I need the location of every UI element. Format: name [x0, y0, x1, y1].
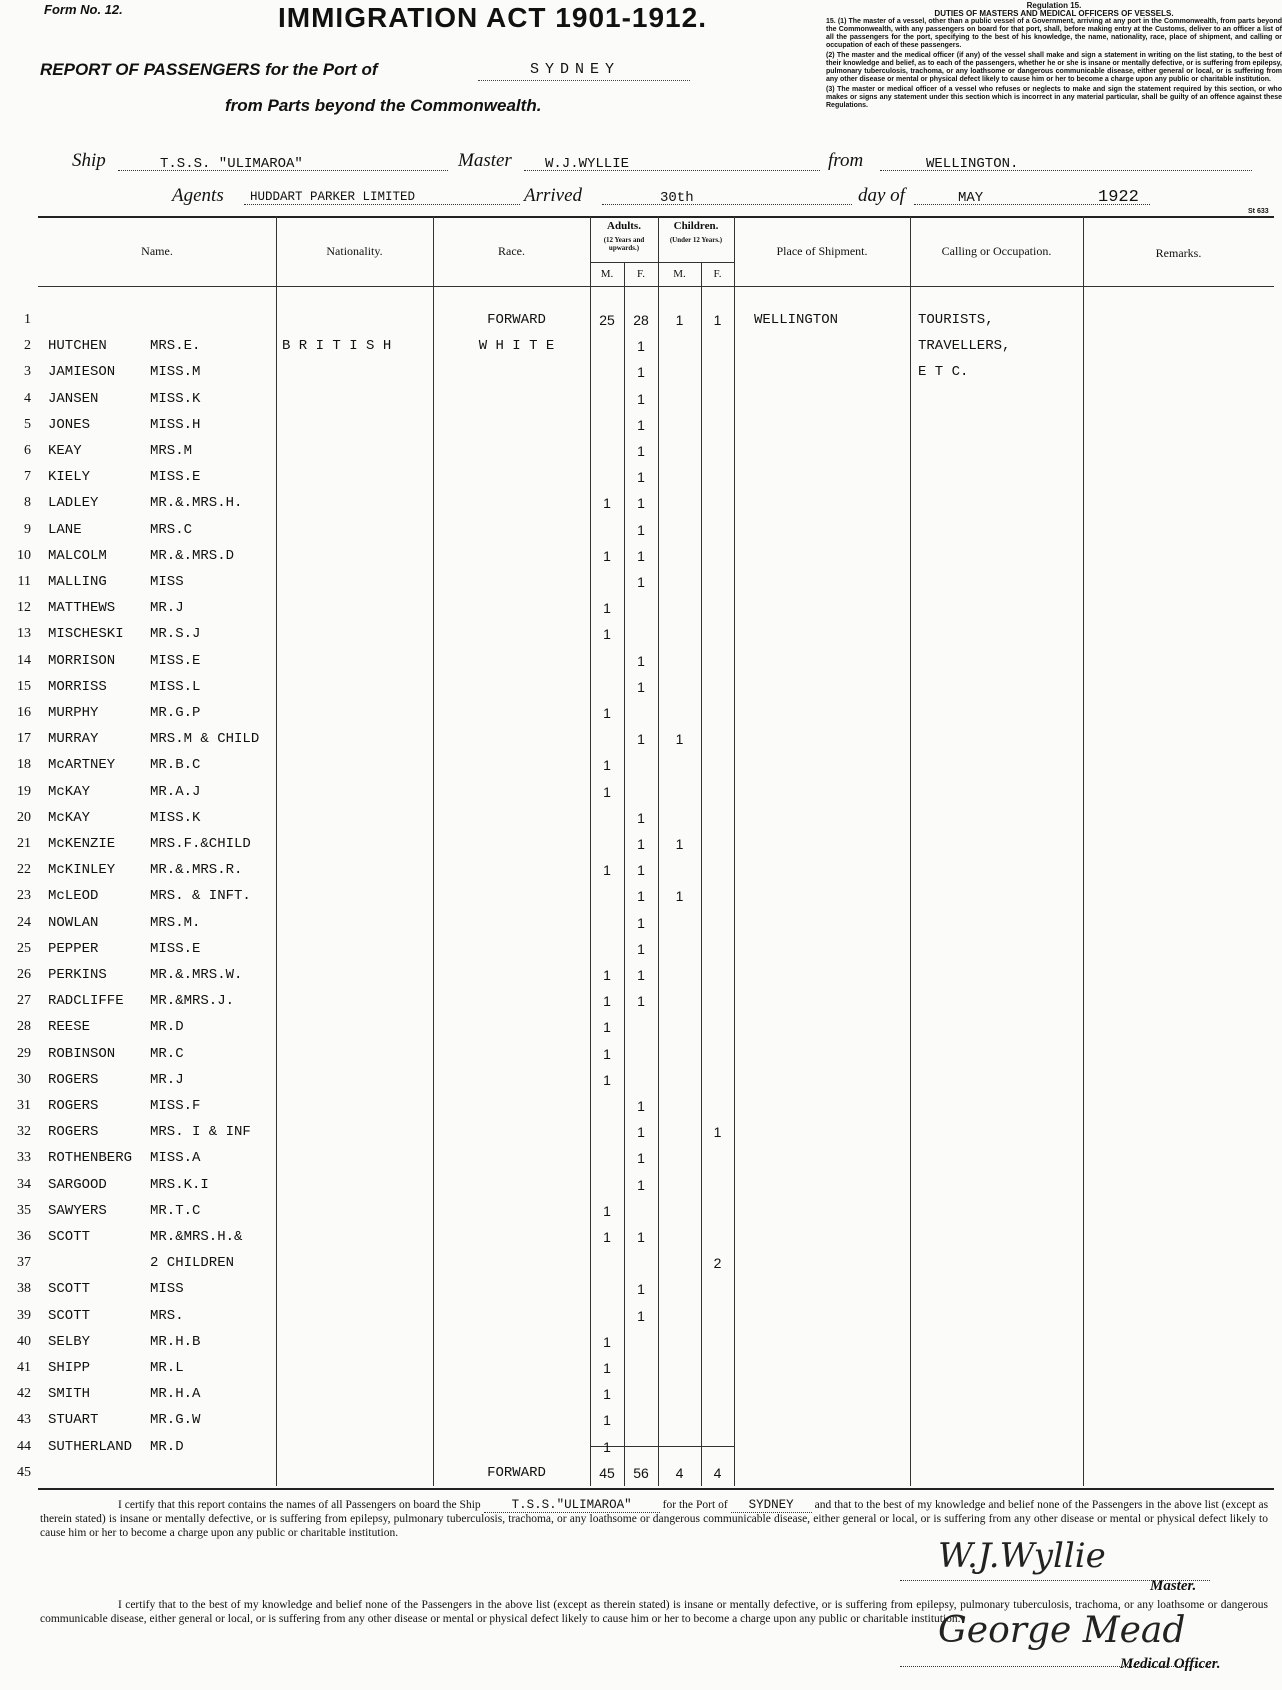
passenger-surname: SUTHERLAND — [48, 1438, 133, 1455]
row-number: 39 — [17, 1307, 31, 1323]
passenger-surname: McKENZIE — [48, 836, 116, 852]
adult-male-count: 1 — [603, 862, 611, 879]
adult-male-count: 45 — [599, 1464, 615, 1481]
agents-dotted-line — [244, 204, 520, 205]
agents-value: HUDDART PARKER LIMITED — [250, 190, 416, 204]
table-row — [24, 387, 1274, 413]
adult-female-count: 1 — [637, 967, 645, 983]
report-heading: REPORT OF PASSENGERS for the Port of — [40, 60, 378, 79]
adult-male-count: 1 — [603, 783, 611, 800]
passenger-given-name: MRS.E. — [150, 338, 201, 355]
child-female-count: 1 — [713, 312, 722, 328]
table-row — [17, 1277, 1274, 1303]
passenger-surname: JONES — [48, 416, 91, 433]
passenger-surname: SMITH — [48, 1386, 91, 1403]
medical-certification: I certify that to the best of my knowledge and belief none of the Passengers in the above list (except as therein stated) is insane or mentally defective, or is suffering from epilepsy, pulmonary tuberculosis, trachoma, or any loathsome or dangerous communicable disease, either general or local, or is suffering from any other disease or mental or physical defect likely to cause him or her to become a charge upon any public or charitable institution. — [40, 1599, 1268, 1625]
passenger-given-name: MR.&MRS.H.& — [150, 1229, 243, 1245]
table-row — [17, 937, 1274, 963]
ship-label: Ship — [72, 150, 106, 171]
table-row — [17, 544, 1274, 570]
adult-female-count: 1 — [637, 809, 645, 826]
passenger-surname: ROGERS — [48, 1124, 99, 1141]
passenger-surname: MURRAY — [48, 731, 99, 748]
child-female-count: 4 — [713, 1464, 722, 1481]
table-row — [17, 1146, 1274, 1172]
table-row — [17, 989, 1274, 1015]
table-row — [17, 1330, 1274, 1356]
passenger-surname: MURPHY — [48, 705, 99, 721]
place-of-shipment: WELLINGTON — [754, 312, 839, 328]
adult-female-count: 1 — [637, 914, 645, 931]
row-number: 17 — [17, 731, 31, 747]
calling-occupation: TRAVELLERS, — [918, 338, 1011, 355]
table-row — [17, 832, 1274, 858]
passenger-surname: STUART — [48, 1412, 99, 1429]
passenger-given-name: MR.J — [150, 600, 184, 617]
adult-female-count: 1 — [637, 390, 645, 407]
row-number: 41 — [17, 1360, 31, 1375]
adult-male-count: 25 — [599, 312, 615, 328]
passenger-given-name: MRS.C — [150, 521, 193, 538]
passenger-given-name: MRS. I & INF — [150, 1124, 251, 1141]
adult-female-count: 1 — [637, 1176, 645, 1193]
adult-female-count: 1 — [637, 547, 645, 564]
child-male-count: 1 — [675, 731, 684, 748]
port-value: SYDNEY — [530, 61, 621, 78]
row-number: 21 — [17, 836, 31, 851]
passenger-surname: SCOTT — [48, 1281, 91, 1298]
row-number: 24 — [17, 914, 31, 930]
table-row — [17, 780, 1274, 806]
table-row — [17, 884, 1274, 910]
mf-header-rule — [590, 262, 734, 263]
adult-male-count: 1 — [603, 626, 611, 643]
row-number: 2 — [24, 338, 31, 354]
adult-male-count: 1 — [603, 1202, 611, 1219]
row-number: 15 — [17, 678, 31, 694]
table-row — [17, 1042, 1274, 1068]
col-header-adults-m: M. — [600, 268, 614, 280]
arrived-value: 30th — [660, 190, 694, 206]
passenger-given-name: MR.&.MRS.W. — [150, 967, 243, 983]
row-number: 37 — [17, 1255, 31, 1271]
child-male-count: 1 — [675, 312, 684, 328]
row-number: 7 — [24, 469, 31, 485]
row-number: 9 — [24, 521, 31, 537]
passenger-surname: MALLING — [48, 574, 107, 590]
passenger-given-name: MISS.E — [150, 652, 201, 669]
table-row — [17, 1225, 1274, 1251]
row-number: 45 — [17, 1464, 31, 1480]
passenger-surname: HUTCHEN — [48, 338, 107, 355]
passenger-given-name: MR.B.C — [150, 757, 201, 774]
passenger-surname: ROBINSON — [48, 1045, 116, 1062]
table-row — [17, 1382, 1274, 1408]
row-number: 44 — [17, 1438, 31, 1454]
row-number: 3 — [24, 364, 31, 380]
row-number: 19 — [17, 783, 31, 799]
agents-label: Agents — [172, 185, 224, 206]
col-header-adults: Adults. — [607, 220, 641, 232]
passenger-given-name: MISS.E — [150, 940, 201, 957]
passenger-given-name: MISS.K — [150, 809, 201, 826]
passenger-surname: REESE — [48, 1019, 91, 1036]
adult-female-count: 1 — [637, 888, 645, 905]
adult-female-count: 1 — [637, 1281, 645, 1298]
child-male-count: 1 — [675, 888, 684, 905]
table-row — [24, 439, 1274, 465]
regulation-box — [826, 2, 1282, 152]
row-number: 12 — [17, 600, 31, 616]
col-header-name: Name. — [141, 244, 173, 258]
table-row — [17, 963, 1274, 989]
col-header-remarks: Remarks. — [1155, 246, 1202, 260]
master-label: Master. — [1150, 1578, 1197, 1594]
table-row — [17, 1120, 1274, 1146]
passenger-surname: ROGERS — [48, 1071, 99, 1088]
table-row — [24, 413, 1274, 439]
passenger-surname: KEAY — [48, 443, 82, 459]
adult-female-count: 1 — [637, 1307, 645, 1324]
adult-male-count: 1 — [603, 547, 611, 564]
row-number: 1 — [24, 312, 31, 327]
row-number: 28 — [17, 1019, 31, 1035]
passenger-surname: JANSEN — [48, 390, 99, 407]
row-number: 36 — [17, 1229, 31, 1244]
adult-female-count: 1 — [637, 1229, 645, 1245]
row-number: 43 — [17, 1412, 31, 1428]
table-row — [24, 518, 1274, 544]
medical-signature: George Mead — [938, 1610, 1186, 1651]
table-row — [17, 858, 1274, 884]
passenger-surname: McLEOD — [48, 888, 99, 905]
row-number: 16 — [17, 705, 31, 720]
month-value: MAY — [958, 190, 984, 206]
row-number: 23 — [17, 888, 31, 904]
passenger-surname: NOWLAN — [48, 914, 99, 931]
row-number: 6 — [24, 443, 31, 458]
adult-female-count: 1 — [637, 836, 645, 852]
col-header-nationality: Nationality. — [326, 244, 383, 258]
passenger-given-name: MRS.M & CHILD — [150, 731, 260, 748]
table-row — [17, 596, 1274, 622]
passenger-given-name: MR.&MRS.J. — [150, 993, 235, 1010]
adult-female-count: 1 — [637, 940, 645, 957]
passenger-race: W H I T E — [478, 338, 555, 355]
col-header-adults-sub: (12 Years and upwards.) — [603, 236, 645, 252]
adult-male-count: 1 — [603, 1333, 611, 1350]
passenger-surname: MISCHESKI — [48, 626, 124, 643]
medical-officer-label: Medical Officer. — [1120, 1656, 1221, 1672]
passenger-race: FORWARD — [487, 312, 546, 328]
table-row — [17, 1199, 1274, 1225]
adult-female-count: 1 — [637, 1098, 645, 1114]
passenger-given-name: MISS.K — [150, 390, 201, 407]
adult-male-count: 1 — [603, 495, 611, 512]
adult-male-count: 1 — [603, 993, 611, 1010]
passenger-surname: LANE — [48, 521, 82, 538]
form-code: St 633 — [1248, 208, 1269, 215]
adult-female-count: 1 — [637, 862, 645, 879]
adult-female-count: 1 — [637, 495, 645, 512]
document-title: IMMIGRATION ACT 1901-1912. — [278, 2, 707, 33]
passenger-given-name: MR.A.J — [150, 783, 201, 800]
passenger-surname: MORRISS — [48, 678, 107, 695]
arrived-dotted-line — [602, 204, 852, 205]
adult-male-count: 1 — [603, 757, 611, 774]
port-dotted-line — [478, 80, 690, 81]
header-bottom-rule — [38, 286, 1274, 287]
passenger-surname: McKINLEY — [48, 862, 116, 879]
passenger-given-name: MR.L — [150, 1360, 184, 1376]
table-row — [17, 911, 1274, 937]
table-row — [17, 675, 1274, 701]
regulation-para-3: (3) The master or medical officer of a vessel who refuses or neglects to make and sign the statement required by this section, or who makes or signs any statement under this section which is incorrect in any material particular, shall be guilty of an offence against these Regulations. — [826, 86, 1282, 109]
passenger-given-name: MISS.E — [150, 469, 201, 486]
master-cert-ship: T.S.S."ULIMAROA" — [484, 1498, 660, 1513]
col-header-adults-f: F. — [637, 268, 645, 280]
table-row — [24, 491, 1274, 517]
adult-female-count: 1 — [637, 574, 645, 590]
passenger-surname: MORRISON — [48, 652, 116, 669]
row-number: 4 — [24, 390, 31, 406]
col-header-race: Race. — [498, 244, 525, 258]
row-number: 42 — [17, 1386, 31, 1402]
col-header-calling: Calling or Occupation. — [941, 244, 1052, 258]
from-value: WELLINGTON. — [926, 156, 1019, 172]
adult-male-count: 1 — [603, 1229, 611, 1245]
passenger-given-name: MR.J — [150, 1071, 184, 1088]
adult-female-count: 1 — [637, 993, 645, 1010]
passenger-given-name: MR.G.W — [150, 1412, 201, 1429]
master-cert-text-a: I certify that this report contains the names of all Passengers on board the Ship — [118, 1499, 481, 1511]
passenger-given-name: MISS.M — [150, 364, 201, 381]
passenger-surname: LADLEY — [48, 495, 99, 512]
passenger-given-name: MRS. & INFT. — [150, 888, 251, 905]
passenger-given-name: MR.G.P — [150, 705, 201, 721]
passenger-surname: McKAY — [48, 783, 91, 800]
passenger-given-name: MR.&.MRS.H. — [150, 495, 243, 512]
table-row — [17, 622, 1274, 648]
passenger-given-name: MR.H.B — [150, 1333, 201, 1350]
passenger-given-name: MRS. — [150, 1307, 184, 1324]
child-female-count: 2 — [713, 1255, 722, 1272]
passenger-given-name: MRS.M. — [150, 914, 201, 931]
master-signature: W.J.Wyllie — [938, 1536, 1106, 1576]
table-row — [17, 806, 1274, 832]
passenger-surname: SARGOOD — [48, 1176, 107, 1193]
row-number: 40 — [17, 1333, 31, 1349]
regulation-heading: Regulation 15. — [1026, 2, 1082, 10]
row-number: 13 — [17, 626, 31, 642]
passenger-surname: SAWYERS — [48, 1202, 107, 1219]
master-cert-text-c: and that to the best of my knowledge and belief none of the Passengers in the above list (except as therein stated) is insane or mentally defective, or is suffering from epilepsy, pulmonary tuberculosis, trachoma, or any loathsome or dangerous communicable disease, either general or local, or is suffering from any other disease or mental or physical defect likely to cause him or her to become a charge upon any public or charitable institution. — [40, 1499, 1269, 1539]
adult-male-count: 1 — [603, 1019, 611, 1036]
table-row — [17, 753, 1274, 779]
row-number: 25 — [17, 940, 31, 956]
col-header-children: Children. — [673, 220, 719, 232]
passenger-surname: SELBY — [48, 1333, 91, 1350]
calling-occupation: E T C. — [918, 364, 969, 381]
passenger-given-name: MR.&.MRS.R. — [150, 862, 243, 879]
passenger-surname: PEPPER — [48, 940, 99, 957]
row-number: 10 — [17, 547, 31, 563]
passenger-given-name: MR.T.C — [150, 1202, 201, 1219]
child-female-count: 1 — [713, 1124, 722, 1141]
adult-female-count: 1 — [637, 678, 645, 695]
table-row — [17, 1094, 1274, 1120]
passenger-given-name: MRS.K.I — [150, 1176, 209, 1193]
row-number: 30 — [17, 1071, 31, 1087]
passenger-given-name: MISS.L — [150, 678, 201, 695]
row-number: 26 — [17, 967, 31, 982]
adult-female-count: 28 — [633, 312, 649, 328]
row-number: 22 — [17, 862, 31, 878]
row-number: 20 — [17, 809, 31, 825]
adult-female-count: 1 — [637, 469, 645, 486]
passenger-given-name: 2 CHILDREN — [150, 1255, 235, 1272]
adult-female-count: 1 — [637, 443, 645, 459]
table-row — [17, 1173, 1274, 1199]
passenger-surname: RADCLIFFE — [48, 993, 124, 1010]
adult-female-count: 1 — [637, 416, 645, 433]
passenger-surname: McARTNEY — [48, 757, 116, 774]
row-number: 33 — [17, 1150, 31, 1166]
table-row — [17, 649, 1274, 675]
adult-female-count: 1 — [637, 521, 645, 538]
adult-male-count: 1 — [603, 1438, 611, 1455]
table-row — [24, 334, 1274, 360]
adult-male-count: 1 — [603, 1386, 611, 1403]
row-number: 34 — [17, 1176, 31, 1192]
master-cert-text-b: for the Port of — [662, 1499, 728, 1511]
passenger-given-name: MR.C — [150, 1045, 184, 1062]
from-parts-heading: from Parts beyond the Commonwealth. — [225, 96, 542, 115]
passenger-given-name: MR.&.MRS.D — [150, 547, 235, 564]
master-certification — [40, 1498, 1268, 1540]
table-row — [17, 701, 1274, 727]
col-header-children-m: M. — [673, 268, 686, 280]
adult-male-count: 1 — [603, 1071, 611, 1088]
table-row — [17, 1068, 1274, 1094]
passenger-surname: SHIPP — [48, 1360, 91, 1376]
passenger-surname: SCOTT — [48, 1307, 91, 1324]
master-label: Master — [458, 150, 512, 171]
passenger-given-name: MRS.F.&CHILD — [150, 836, 251, 852]
table-row — [24, 360, 1274, 386]
passenger-given-name: MR.D — [150, 1019, 184, 1036]
form-number: Form No. 12. — [44, 2, 123, 17]
passenger-surname: KIELY — [48, 469, 91, 486]
passenger-surname: MALCOLM — [48, 547, 107, 564]
regulation-para-2: (2) The master and the medical officer (if any) of the vessel shall make and sign a statement in writing on the list stating, to the best of their knowledge and belief, as to each of the passengers, whether he or she is insane or mentally defective, or is suffering from epilepsy, pulmonary tuberculosis, trachoma, or any loathsome or dangerous communicable disease, either general or local, or is suffering from any other disease or mental or physical defect likely to cause him or her to become a charge upon any public or charitable institution. — [826, 52, 1282, 83]
adult-female-count: 1 — [637, 338, 645, 355]
row-number: 32 — [17, 1124, 31, 1140]
passenger-given-name: MISS — [150, 574, 184, 590]
passenger-given-name: MISS.H — [150, 416, 201, 433]
row-number: 18 — [17, 757, 31, 773]
row-number: 14 — [17, 652, 31, 668]
regulation-para-1: 15. (1) The master of a vessel, other than a public vessel of a Government, arriving at any port in the Commonwealth, from parts beyond the Commonwealth, with any passengers on board for that port, shall, before making entry at the Customs, deliver to an officer a list of all the passengers for the port, specifying to the best of his knowledge, the name, nationality, race, place of shipment, and calling or occupation of each of these passengers. — [826, 18, 1282, 49]
passenger-given-name: MRS.M — [150, 443, 193, 459]
master-value: W.J.WYLLIE — [545, 156, 630, 172]
arrived-label: Arrived — [524, 185, 583, 206]
adult-male-count: 1 — [603, 967, 611, 983]
table-row — [17, 1251, 1274, 1277]
child-male-count: 4 — [675, 1464, 684, 1481]
adult-male-count: 1 — [603, 600, 611, 617]
passenger-surname: PERKINS — [48, 967, 107, 983]
day-of-label: day of — [858, 185, 905, 206]
adult-male-count: 1 — [603, 1360, 611, 1376]
col-header-children-sub: (Under 12 Years.) — [669, 236, 723, 244]
child-male-count: 1 — [675, 836, 684, 852]
col-header-place: Place of Shipment. — [776, 244, 868, 258]
row-number: 38 — [17, 1281, 31, 1297]
adult-female-count: 1 — [637, 364, 645, 381]
passenger-given-name: MR.H.A — [150, 1386, 201, 1403]
adult-female-count: 1 — [637, 731, 645, 748]
passenger-given-name: MR.D — [150, 1438, 184, 1455]
passenger-surname: ROGERS — [48, 1098, 99, 1114]
row-number: 11 — [17, 574, 31, 589]
table-row — [24, 465, 1274, 491]
passenger-nationality: B R I T I S H — [282, 338, 392, 355]
adult-female-count: 56 — [633, 1464, 649, 1481]
table-row — [17, 1015, 1274, 1041]
table-row — [17, 1356, 1274, 1382]
table-row — [17, 1304, 1274, 1330]
passenger-race: FORWARD — [487, 1464, 546, 1481]
calling-occupation: TOURISTS, — [918, 312, 994, 328]
ship-value: T.S.S. "ULIMAROA" — [160, 156, 303, 172]
passenger-given-name: MISS.A — [150, 1150, 201, 1167]
table-row — [17, 727, 1274, 753]
regulation-subheading: DUTIES OF MASTERS AND MEDICAL OFFICERS OF VESSELS. — [934, 9, 1174, 18]
adult-male-count: 1 — [603, 1045, 611, 1062]
row-number: 5 — [24, 416, 31, 432]
table-row — [24, 308, 1274, 334]
adult-female-count: 1 — [637, 1150, 645, 1167]
passenger-surname: JAMIESON — [48, 364, 116, 381]
adult-male-count: 1 — [603, 1412, 611, 1429]
passenger-surname: McKAY — [48, 809, 91, 826]
adult-male-count: 1 — [603, 705, 611, 721]
from-label: from — [828, 150, 864, 171]
table-row — [17, 1461, 1274, 1487]
row-number: 35 — [17, 1202, 31, 1218]
passenger-surname: SCOTT — [48, 1229, 91, 1245]
passenger-given-name: MISS.F — [150, 1098, 201, 1114]
passenger-given-name: MR.S.J — [150, 626, 201, 643]
table-row — [17, 1408, 1274, 1434]
col-header-children-f: F. — [713, 268, 722, 280]
passenger-surname: ROTHENBERG — [48, 1150, 133, 1167]
row-number: 27 — [17, 993, 31, 1009]
passenger-surname: MATTHEWS — [48, 600, 116, 617]
row-number: 31 — [17, 1098, 31, 1113]
row-number: 29 — [17, 1045, 31, 1061]
table-row — [17, 570, 1274, 596]
year-value: 1922 — [1098, 188, 1139, 207]
adult-female-count: 1 — [637, 1124, 645, 1141]
master-cert-port: SYDNEY — [731, 1498, 812, 1513]
row-number: 8 — [24, 495, 31, 511]
table-row — [17, 1435, 1274, 1461]
passenger-given-name: MISS — [150, 1281, 184, 1298]
adult-female-count: 1 — [637, 652, 645, 669]
